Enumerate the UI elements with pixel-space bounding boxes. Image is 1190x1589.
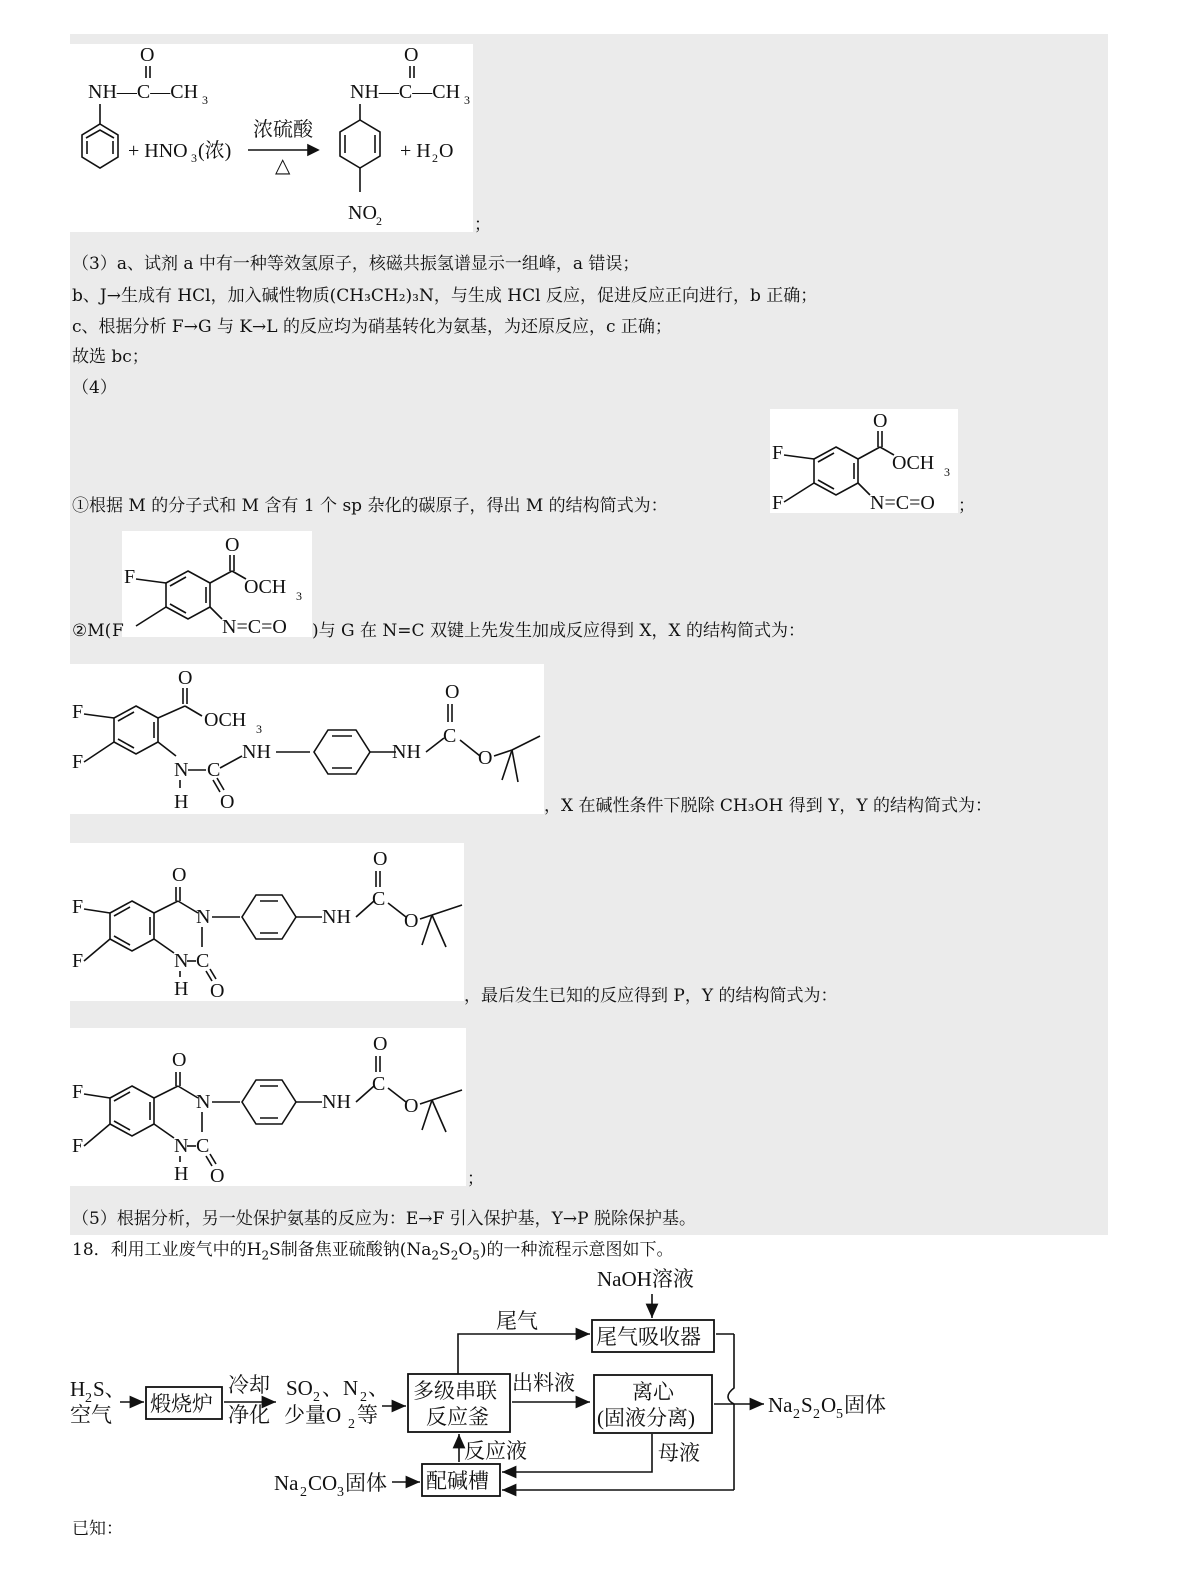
centrifuge-label-1: 离心 xyxy=(632,1380,674,1404)
svg-text:NH: NH xyxy=(392,741,421,763)
svg-text:C: C xyxy=(196,1135,210,1157)
svg-text:F: F xyxy=(72,701,84,723)
q3-line-4: 故选 bc； xyxy=(72,347,149,367)
svg-text:O: O xyxy=(821,1393,837,1417)
svg-text:等: 等 xyxy=(357,1403,378,1427)
svg-text:3: 3 xyxy=(202,93,208,107)
svg-text:O: O xyxy=(220,791,235,813)
q3-line-3: c、根据分析 F→G 与 K→L 的反应均为硝基转化为氨基，为还原反应，c 正确； xyxy=(72,317,672,337)
q5-line-1: （5）根据分析，另一处保护氨基的反应为：E→F 引入保护基，Y→P 脱除保护基。 xyxy=(72,1209,696,1229)
svg-text:O: O xyxy=(873,410,888,432)
svg-text:固体: 固体 xyxy=(844,1393,886,1417)
svg-text:OCH: OCH xyxy=(892,452,935,474)
svg-text:3: 3 xyxy=(256,722,262,736)
svg-text:C: C xyxy=(196,950,210,972)
svg-text:O: O xyxy=(210,1165,225,1186)
svg-text:N=C=O: N=C=O xyxy=(222,616,287,637)
svg-text:O: O xyxy=(225,534,240,556)
svg-text:H: H xyxy=(174,1163,189,1185)
svg-text:+ H: + H xyxy=(400,140,431,162)
eq1-reactant-group: NH—C—CH xyxy=(88,81,199,103)
svg-text:C: C xyxy=(443,725,457,747)
structure-y-repeat-image xyxy=(70,1028,466,1186)
naoh-label: NaOH溶液 xyxy=(597,1267,694,1291)
svg-text:O: O xyxy=(373,1033,388,1055)
svg-text:3: 3 xyxy=(191,151,197,165)
svg-text:N: N xyxy=(174,1135,189,1157)
svg-text:S: S xyxy=(801,1393,813,1417)
absorber-label: 尾气吸收器 xyxy=(596,1325,701,1349)
structure-x-image xyxy=(70,664,544,814)
q4-line-1: ①根据 M 的分子式和 M 含有 1 个 sp 杂化的碳原子，得出 M 的结构简式为： xyxy=(72,496,668,516)
svg-text:、N: 、N xyxy=(322,1376,359,1400)
known-label: 已知： xyxy=(72,1519,123,1539)
svg-text:N: N xyxy=(174,759,189,781)
svg-text:5: 5 xyxy=(836,1407,843,1422)
q4-line-1-end: ； xyxy=(958,496,975,516)
svg-text:F: F xyxy=(72,950,84,972)
svg-text:2: 2 xyxy=(376,214,382,228)
svg-text:N=C=O: N=C=O xyxy=(870,492,935,513)
q4-label: （4） xyxy=(72,378,117,398)
q4-line-2-prefix: ②M( xyxy=(72,621,112,641)
svg-text:C: C xyxy=(372,888,386,910)
q4-line-3: ，X 在碱性条件下脱除 CH₃OH 得到 Y，Y 的结构简式为： xyxy=(544,796,992,816)
svg-text:F: F xyxy=(72,896,84,918)
svg-text:NO: NO xyxy=(348,202,377,224)
svg-text:F: F xyxy=(772,442,784,464)
mother-liquor-label: 母液 xyxy=(658,1441,700,1465)
q3-line-2: b、J→生成有 HCl，加入碱性物质(CH₃CH₂)₃N，与生成 HCl 反应，促进反应正向进行，b 正确； xyxy=(72,286,818,306)
q4-line-2: )与 G 在 N=C 双键上先发生加成反应得到 X，X 的结构简式为： xyxy=(312,621,805,641)
svg-text:C: C xyxy=(207,759,221,781)
svg-text:F: F xyxy=(124,566,136,588)
svg-text:NH: NH xyxy=(322,906,351,928)
svg-text:NH: NH xyxy=(322,1091,351,1113)
svg-text:OCH: OCH xyxy=(204,709,247,731)
svg-text:O: O xyxy=(445,681,460,703)
svg-text:O: O xyxy=(210,980,225,1001)
svg-text:H: H xyxy=(174,978,189,1000)
outflow-label: 出料液 xyxy=(512,1371,575,1395)
svg-text:N: N xyxy=(174,950,189,972)
svg-text:浓硫酸: 浓硫酸 xyxy=(253,119,313,141)
svg-text:O: O xyxy=(404,44,419,66)
svg-text:O: O xyxy=(404,1095,419,1117)
svg-text:2: 2 xyxy=(360,1390,367,1405)
svg-text:△: △ xyxy=(275,155,291,177)
svg-text:2: 2 xyxy=(432,151,438,165)
svg-text:N: N xyxy=(196,906,211,928)
svg-text:S、: S、 xyxy=(93,1377,126,1401)
svg-text:O: O xyxy=(172,864,187,886)
air-label: 空气 xyxy=(70,1403,112,1427)
svg-text:O: O xyxy=(178,667,193,689)
q18-intro: 18．利用工业废气中的$H_2S$制备焦亚硫酸钠$(Na_2S_2O_5)$的一种流程示意图如下。 xyxy=(72,1240,674,1263)
svg-text:F: F xyxy=(772,492,784,513)
svg-text:、: 、 xyxy=(368,1376,389,1400)
svg-text:H: H xyxy=(174,791,189,813)
process-flow-diagram xyxy=(60,1262,910,1512)
svg-text:O: O xyxy=(439,140,454,162)
q4-line-5-end: ； xyxy=(467,1169,484,1189)
svg-text:NH: NH xyxy=(242,741,271,763)
svg-text:少量O: 少量O xyxy=(284,1403,342,1427)
centrifuge-label-2: (固液分离) xyxy=(597,1406,695,1430)
structure-m-inline-image xyxy=(122,531,312,637)
svg-text:2: 2 xyxy=(793,1407,800,1422)
structure-m-image xyxy=(770,409,958,513)
svg-text:SO: SO xyxy=(286,1376,313,1400)
svg-text:OCH: OCH xyxy=(244,576,287,598)
svg-text:C: C xyxy=(372,1073,386,1095)
svg-text:N: N xyxy=(196,1091,211,1113)
svg-text:F: F xyxy=(72,1135,84,1157)
svg-text:+ HNO: + HNO xyxy=(128,140,188,162)
svg-text:2: 2 xyxy=(313,1390,320,1405)
svg-text:H: H xyxy=(70,1377,86,1401)
structure-y-image xyxy=(70,843,464,1001)
eq1-o-label: O xyxy=(140,44,155,66)
eq1-end-punct: ； xyxy=(474,215,491,235)
svg-text:O: O xyxy=(478,747,493,769)
eq1-product-group: NH—C—CH xyxy=(350,81,461,103)
svg-text:O: O xyxy=(172,1049,187,1071)
svg-text:F: F xyxy=(72,1081,84,1103)
svg-text:3: 3 xyxy=(944,465,950,479)
svg-text:2: 2 xyxy=(85,1391,92,1406)
svg-text:净化: 净化 xyxy=(228,1403,270,1427)
svg-text:O: O xyxy=(404,910,419,932)
svg-text:2: 2 xyxy=(348,1417,355,1432)
svg-text:Na: Na xyxy=(768,1393,793,1417)
svg-text:3: 3 xyxy=(464,93,470,107)
svg-text:Na: Na xyxy=(274,1471,299,1495)
svg-text:3: 3 xyxy=(296,589,302,603)
svg-text:固体: 固体 xyxy=(345,1471,387,1495)
svg-text:CO: CO xyxy=(308,1471,338,1495)
reaction-liquid-label: 反应液 xyxy=(464,1439,527,1463)
q4-line-4: ，最后发生已知的反应得到 P，Y 的结构简式为： xyxy=(464,986,838,1006)
svg-text:O: O xyxy=(373,848,388,870)
svg-text:(浓): (浓) xyxy=(198,140,232,162)
reactor-label-1: 多级串联 xyxy=(413,1379,497,1403)
furnace-label: 煅烧炉 xyxy=(150,1392,213,1416)
q4-line-2-f: F xyxy=(112,621,124,641)
svg-text:冷却: 冷却 xyxy=(228,1373,270,1397)
nitration-equation-image xyxy=(70,44,473,232)
alkali-tank-label: 配碱槽 xyxy=(426,1469,489,1493)
q3-line-1: （3）a、试剂 a 中有一种等效氢原子，核磁共振氢谱显示一组峰，a 错误； xyxy=(72,254,640,274)
svg-text:2: 2 xyxy=(813,1407,820,1422)
svg-text:F: F xyxy=(72,751,84,773)
svg-text:2: 2 xyxy=(300,1485,307,1500)
reactor-label-2: 反应釜 xyxy=(426,1405,489,1429)
svg-text:3: 3 xyxy=(337,1485,344,1500)
tail-gas-label: 尾气 xyxy=(496,1309,538,1333)
